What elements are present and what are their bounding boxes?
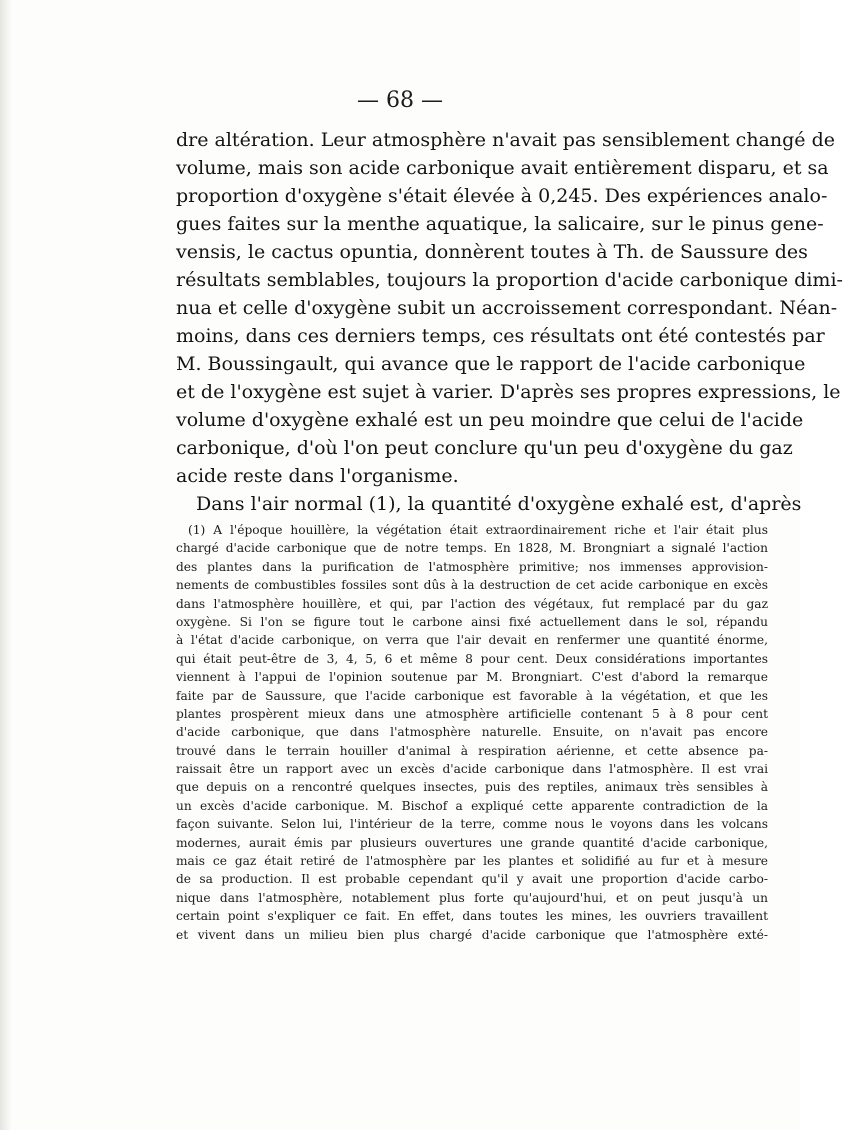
body-line: dre altération. Leur atmosphère n'avait pas sensiblement changé de bbox=[176, 129, 835, 151]
body-line: acide reste dans l'organisme. bbox=[176, 465, 459, 487]
body-line: moins, dans ces derniers temps, ces résultats ont été contestés par bbox=[176, 325, 825, 347]
body-line: vensis, le cactus opuntia, donnèrent toutes à Th. de Saussure des bbox=[176, 241, 808, 263]
footnote-line: modernes, aurait émis par plusieurs ouvertures une grande quantité d'acide carbonique, bbox=[176, 835, 768, 850]
footnote-line: des plantes dans la purification de l'atmosphère primitive; nos immenses approvision- bbox=[176, 559, 768, 574]
footnote-line: à l'état d'acide carbonique, on verra que l'air devait en renfermer une quantité énorme, bbox=[176, 633, 768, 648]
body-line: proportion d'oxygène s'était élevée à 0,245. Des expériences analo- bbox=[176, 185, 828, 207]
footnote-line: trouvé dans le terrain houiller d'animal à respiration aérienne, et cette absence pa- bbox=[176, 743, 768, 758]
footnote-line: qui était peut-être de 3, 4, 5, 6 et même 8 pour cent. Deux considérations importantes bbox=[176, 651, 768, 666]
footnote-line: que depuis on a rencontré quelques insectes, puis des reptiles, animaux très sensibles à bbox=[176, 780, 768, 795]
body-line: gues faites sur la menthe aquatique, la salicaire, sur le pinus gene- bbox=[176, 213, 824, 235]
footnote-line: dans l'atmosphère houillère, et qui, par l'action des végétaux, fut remplacé par du gaz bbox=[176, 596, 768, 611]
page-number: — 68 — bbox=[357, 88, 443, 113]
footnote-line: de sa production. Il est probable cependant qu'il y avait une proportion d'acide carbo- bbox=[176, 872, 768, 887]
footnote-line: nements de combustibles fossiles sont dûs à la destruction de cet acide carbonique en excès bbox=[176, 578, 768, 593]
footnote-line: façon suivante. Selon lui, l'intérieur de la terre, comme nous le voyons dans les volcans bbox=[176, 817, 768, 832]
footnote-line: certain point s'expliquer ce fait. En effet, dans toutes les mines, les ouvriers travaillent bbox=[176, 909, 768, 924]
page-edge-shadow bbox=[0, 0, 12, 1130]
footnote-line: d'acide carbonique, que dans l'atmosphère naturelle. Ensuite, on n'avait pas encore bbox=[176, 725, 768, 740]
footnote-line: oxygène. Si l'on se figure tout le carbone ainsi fixé actuellement dans le sol, répandu bbox=[176, 614, 768, 629]
footnote-line: nique dans l'atmosphère, notablement plus forte qu'aujourd'hui, et on peut jusqu'à un bbox=[176, 890, 768, 905]
body-line: résultats semblables, toujours la proportion d'acide carbonique dimi- bbox=[176, 269, 843, 291]
footnote-line: faite par de Saussure, que l'acide carbonique est favorable à la végétation, et que les bbox=[176, 688, 768, 703]
body-line: carbonique, d'où l'on peut conclure qu'un peu d'oxygène du gaz bbox=[176, 437, 793, 459]
body-line: nua et celle d'oxygène subit un accroissement correspondant. Néan- bbox=[176, 297, 838, 319]
footnote-line: mais ce gaz était retiré de l'atmosphère par les plantes et solidifié au fur et à mesure bbox=[176, 854, 768, 869]
footnote-block bbox=[176, 521, 768, 944]
footnote-line: et vivent dans un milieu bien plus chargé d'acide carbonique que l'atmosphère exté- bbox=[176, 927, 768, 942]
footnote-line: (1) A l'époque houillère, la végétation était extraordinairement riche et l'air était plus bbox=[188, 523, 768, 537]
footnote-line: plantes prospèrent mieux dans une atmosphère artificielle contenant 5 à 8 pour cent bbox=[176, 706, 768, 721]
body-line: volume d'oxygène exhalé est un peu moindre que celui de l'acide bbox=[176, 409, 804, 431]
footnote-line: viennent à l'appui de l'opinion soutenue par M. Brongniart. C'est d'abord la remarque bbox=[176, 670, 768, 685]
footnote-line: raissait être un rapport avec un excès d'acide carbonique dans l'atmosphère. Il est vrai bbox=[176, 762, 768, 777]
main-text-block bbox=[176, 126, 843, 518]
footnote-line: chargé d'acide carbonique que de notre temps. En 1828, M. Brongniart a signalé l'action bbox=[176, 541, 768, 556]
body-line: M. Boussingault, qui avance que le rapport de l'acide carbonique bbox=[176, 353, 806, 375]
body-line: et de l'oxygène est sujet à varier. D'après ses propres expressions, le bbox=[176, 381, 841, 403]
body-line: volume, mais son acide carbonique avait entièrement disparu, et sa bbox=[176, 157, 829, 179]
body-line: Dans l'air normal (1), la quantité d'oxygène exhalé est, d'après bbox=[196, 493, 802, 515]
footnote-line: un excès d'acide carbonique. M. Bischof a expliqué cette apparente contradiction de la bbox=[176, 798, 768, 813]
